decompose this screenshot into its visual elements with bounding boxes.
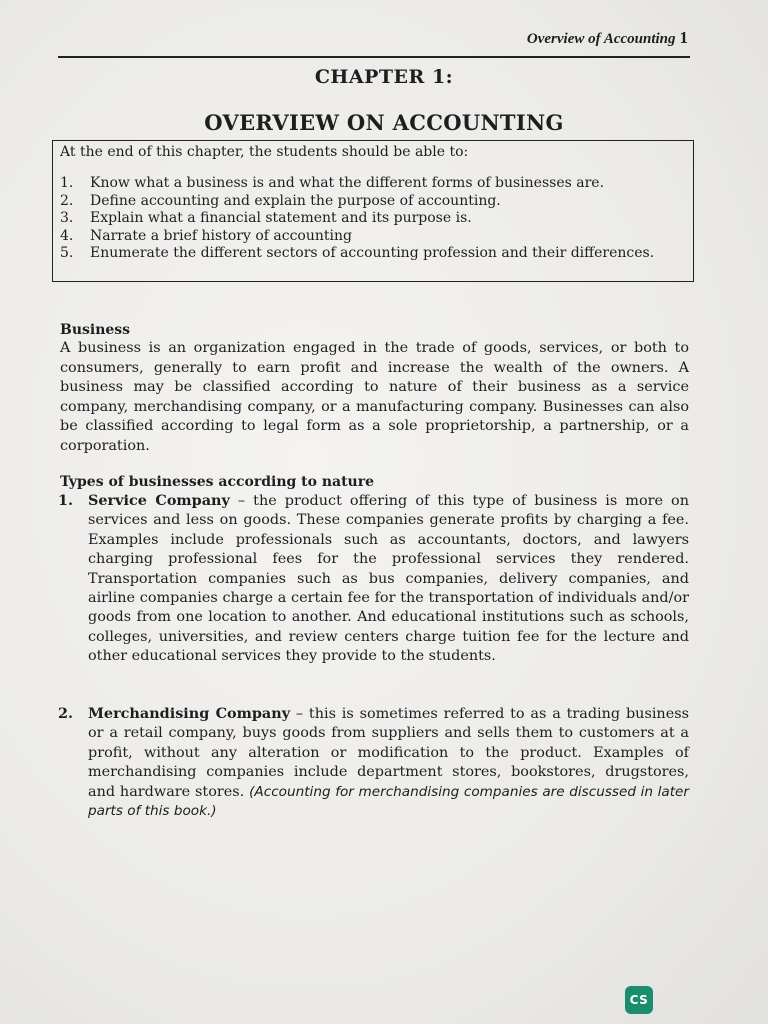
chapter-title: OVERVIEW ON ACCOUNTING — [204, 110, 564, 135]
objectives-list — [60, 175, 685, 261]
business-type-item — [58, 704, 689, 821]
item-number: 2. — [60, 192, 74, 209]
item-text: – the product offering of this type of business is more on services and less on goods. These companies generate profits by charging a fee. Examples include professionals such as accountants, doctors, and lawyers charging professional fees for the professional services they rendered. Transportation companies such as bus companies, delivery companies, and airline companies charge a certain fee for the transportation of individuals and/or goods from one location to another. And educational institutions such as schools, colleges, universities, and review centers charge tuition fee for the lecture and other educational services they provide to the students. — [88, 493, 689, 665]
item-note: (Accounting for merchandising companies are discussed in later parts of this book.) — [88, 783, 690, 820]
item-text: Narrate a brief history of accounting — [90, 227, 352, 244]
item-number: 4. — [60, 227, 74, 244]
item-number: 1. — [58, 492, 74, 509]
item-text: Enumerate the different sectors of accounting profession and their differences. — [90, 245, 655, 261]
item-body — [88, 704, 689, 821]
item-term: Merchandising Company — [88, 705, 291, 722]
item-number: 5. — [60, 245, 74, 261]
running-title: Overview of Accounting — [526, 31, 676, 47]
item-number: 3. — [60, 210, 74, 226]
page-number: 1 — [679, 28, 688, 47]
item-text: Know what a business is and what the different forms of businesses are. — [90, 175, 605, 191]
running-header — [58, 28, 688, 48]
header-rule — [58, 56, 690, 58]
item-number: 1. — [60, 175, 74, 191]
item-number: 2. — [58, 705, 74, 722]
list-item — [60, 245, 685, 261]
business-paragraph: A business is an organization engaged in the trade of goods, services, or both to consumers, generally to earn profit and increase the wealth of the owners. A business may be classified according to nature of their business as a service company, merchandising company, or a manufacturing company. Businesses can also be classified according to legal form as a sole proprietorship, a partnership, or a corporation. — [60, 340, 689, 454]
chapter-number: CHAPTER 1: — [314, 66, 454, 88]
list-item — [60, 193, 685, 209]
business-heading: Business — [60, 322, 131, 338]
list-item — [60, 228, 685, 244]
item-text: – this is sometimes referred to as a trading business or a retail company, buys goods from suppliers and sells them to customers at a profit, without any alteration or modification to the product. Examples of merchandising companies include department stores, bookstores, drugstores, and hardware stores. — [88, 706, 689, 800]
item-text: Define accounting and explain the purpose of accounting. — [90, 192, 501, 209]
business-type-item — [58, 491, 689, 667]
item-text: Explain what a financial statement and its purpose is. — [90, 210, 472, 226]
list-item — [60, 175, 685, 191]
camscanner-badge: CS — [625, 986, 653, 1014]
learning-objectives-box — [52, 140, 694, 282]
objectives-intro: At the end of this chapter, the students should be able to: — [60, 144, 469, 160]
item-term: Service Company — [88, 492, 230, 509]
list-item — [60, 210, 685, 226]
item-body — [88, 491, 689, 667]
types-heading: Types of businesses according to nature — [60, 474, 375, 490]
